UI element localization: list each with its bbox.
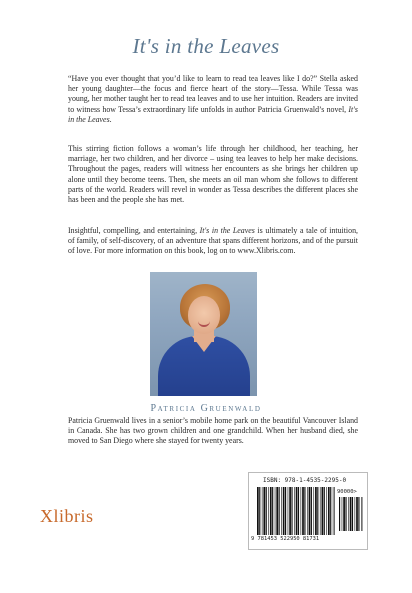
author-name: Patricia Gruenwald bbox=[150, 403, 262, 414]
barcode-block bbox=[248, 472, 368, 550]
barcode-bar bbox=[279, 487, 280, 535]
book-title: It's in the Leaves bbox=[132, 34, 280, 58]
author-bio: Patricia Gruenwald lives in a senior’s mobile home park on the beautiful Vancouver Island in Canada. She has two grown children and one grandchild. When her husband died, she moved to San Diego where she stayed for twenty years. bbox=[68, 416, 358, 446]
barcode-bar bbox=[324, 487, 325, 535]
barcode-bar bbox=[272, 487, 273, 535]
paragraph-text: . bbox=[109, 114, 112, 124]
barcode-bar bbox=[328, 487, 330, 535]
barcode-bar bbox=[296, 487, 298, 535]
barcode-bar bbox=[263, 487, 265, 535]
barcode-bar bbox=[342, 497, 343, 531]
italic-book-title: It's in the Leaves bbox=[68, 104, 358, 124]
barcode-bar bbox=[322, 487, 324, 535]
author-face bbox=[188, 296, 220, 334]
barcode-bar bbox=[266, 487, 267, 535]
barcode-bar bbox=[311, 487, 312, 535]
barcode-bar bbox=[276, 487, 278, 535]
description-paragraph-2: This stirring fiction follows a woman’s life through her childhood, her teaching, her marriage, her two children, and her divorce – using tea leaves to help her make decisions. Throughout the pages, readers will witness her encounters as she brings her children up alone until they become teens. Then, she meets an oil man whom she follows to different parts of the world. Readers will revel in wonder as Tessa describes the different places she has been and the people she has met. bbox=[68, 144, 358, 205]
barcode-bar bbox=[330, 487, 331, 535]
barcode-bar bbox=[275, 487, 276, 535]
barcode-bar bbox=[334, 487, 335, 535]
paragraph-text: is ultimately a tale of intuition, of family, of self-discovery, of an adventure that spans different horizons, and of the pursuit of love. For more information on this book, log on to www.Xlibris.com. bbox=[68, 226, 358, 256]
price-code: 90000> bbox=[337, 489, 357, 495]
isbn-label: ISBN: 978-1-4535-2295-0 bbox=[263, 477, 347, 484]
barcode-bar bbox=[281, 487, 282, 535]
barcode-bar bbox=[352, 497, 353, 531]
barcode-bar bbox=[262, 487, 263, 535]
paragraph-text: “Have you ever thought that you’d like to learn to read tea leaves like I do?” Stella asked her young daughter—the focus and fierce heart of the story—Tessa. While Tessa was young, her mother taught her to read tea leaves and to use her intuition. Readers are invited to witness how Tessa’s extraordinary life unfolds in author Patricia Gruenwald’s novel, bbox=[68, 74, 358, 114]
barcode-bar bbox=[355, 497, 356, 531]
barcode-bar bbox=[291, 487, 292, 535]
author-photo bbox=[150, 272, 257, 396]
barcode-bar bbox=[283, 487, 285, 535]
barcode-bar bbox=[315, 487, 317, 535]
barcode-bar bbox=[345, 497, 346, 531]
barcode-bar bbox=[268, 487, 269, 535]
barcode-digits: 9 781453 522950 81731 bbox=[251, 536, 320, 542]
barcode-bar bbox=[294, 487, 295, 535]
author-collar bbox=[192, 336, 216, 352]
price-barcode bbox=[339, 497, 363, 531]
barcode-bar bbox=[343, 497, 345, 531]
barcode-bar bbox=[350, 497, 352, 531]
barcode-bar bbox=[326, 487, 327, 535]
barcode-bar bbox=[257, 487, 259, 535]
barcode-bar bbox=[307, 487, 308, 535]
barcode-bar bbox=[339, 497, 340, 531]
barcode-bar bbox=[309, 487, 311, 535]
barcode-bar bbox=[288, 487, 289, 535]
paragraph-text: Insightful, compelling, and entertaining, bbox=[68, 226, 200, 235]
publisher-logo: Xlibris bbox=[40, 506, 94, 526]
barcode-bar bbox=[361, 497, 362, 531]
barcode-bar bbox=[289, 487, 291, 535]
barcode-bar bbox=[304, 487, 305, 535]
barcode-bar bbox=[333, 487, 334, 535]
italic-book-title: It's in the Leaves bbox=[199, 226, 255, 235]
isbn-barcode bbox=[257, 487, 335, 535]
barcode-bar bbox=[298, 487, 299, 535]
barcode-bar bbox=[358, 497, 359, 531]
barcode-bar bbox=[356, 497, 358, 531]
description-paragraph-3 bbox=[68, 226, 358, 257]
barcode-bar bbox=[313, 487, 314, 535]
barcode-bar bbox=[301, 487, 302, 535]
description-paragraph-1 bbox=[68, 74, 358, 125]
barcode-bar bbox=[259, 487, 260, 535]
barcode-bar bbox=[285, 487, 286, 535]
barcode-bar bbox=[270, 487, 272, 535]
barcode-bar bbox=[320, 487, 321, 535]
barcode-bar bbox=[317, 487, 318, 535]
barcode-bar bbox=[302, 487, 304, 535]
barcode-bar bbox=[348, 497, 349, 531]
